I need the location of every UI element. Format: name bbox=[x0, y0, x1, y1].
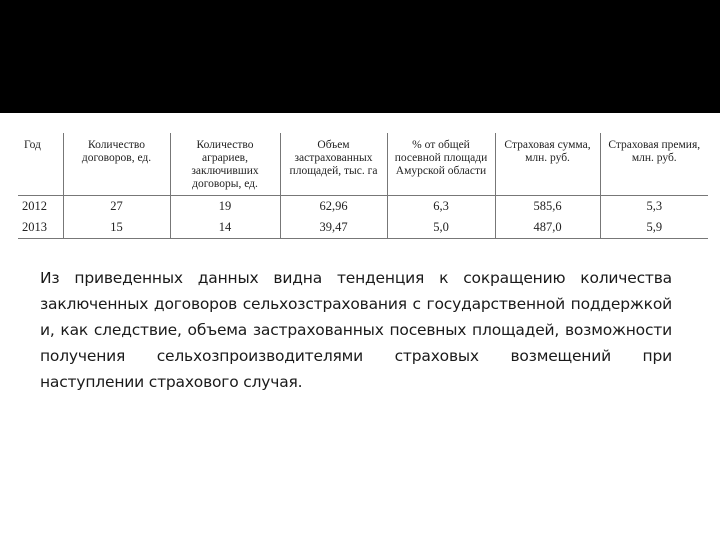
table-cell: 487,0 bbox=[495, 217, 600, 239]
header-farmers-count: Количество аграриев, заключивших договоры, ед. bbox=[170, 133, 280, 196]
table-cell: 2012 bbox=[22, 199, 47, 213]
header-year: Год bbox=[18, 133, 63, 196]
table-cell: 14 bbox=[170, 217, 280, 239]
table-cell: 27 bbox=[63, 196, 170, 218]
table-header-row bbox=[18, 133, 708, 196]
insurance-table bbox=[18, 133, 708, 239]
header-contracts-count: Количество договоров, ед. bbox=[63, 133, 170, 196]
table-cell: 6,3 bbox=[387, 196, 495, 218]
table-cell: 5,0 bbox=[387, 217, 495, 239]
header-premium: Страховая премия, млн. руб. bbox=[600, 133, 708, 196]
table-row bbox=[18, 196, 708, 218]
header-area-percent: % от общей посевной площади Амурской области bbox=[387, 133, 495, 196]
top-black-band bbox=[0, 0, 720, 113]
insurance-table-container bbox=[18, 133, 708, 239]
table-cell: 39,47 bbox=[280, 217, 387, 239]
table-cell: 2013 bbox=[18, 217, 63, 239]
table-cell: 62,96 bbox=[280, 196, 387, 218]
table-cell: 15 bbox=[63, 217, 170, 239]
table-cell: 19 bbox=[170, 196, 280, 218]
table-cell: 5,3 bbox=[600, 196, 708, 218]
table-cell: 5,9 bbox=[600, 217, 708, 239]
header-insured-area: Объем застрахованных площадей, тыс. га bbox=[280, 133, 387, 196]
header-insured-sum: Страховая сумма, млн. руб. bbox=[495, 133, 600, 196]
table-row bbox=[18, 217, 708, 239]
table-cell: 585,6 bbox=[495, 196, 600, 218]
conclusion-paragraph: Из приведенных данных видна тенденция к сокращению количества заключенных договоров сельхозстрахования с государственной поддержкой и, как следствие, объема застрахованных посевных площадей, возможности получения сельхозпроизводителями страховых возмещений при наступлении страхового случая. bbox=[40, 269, 672, 391]
